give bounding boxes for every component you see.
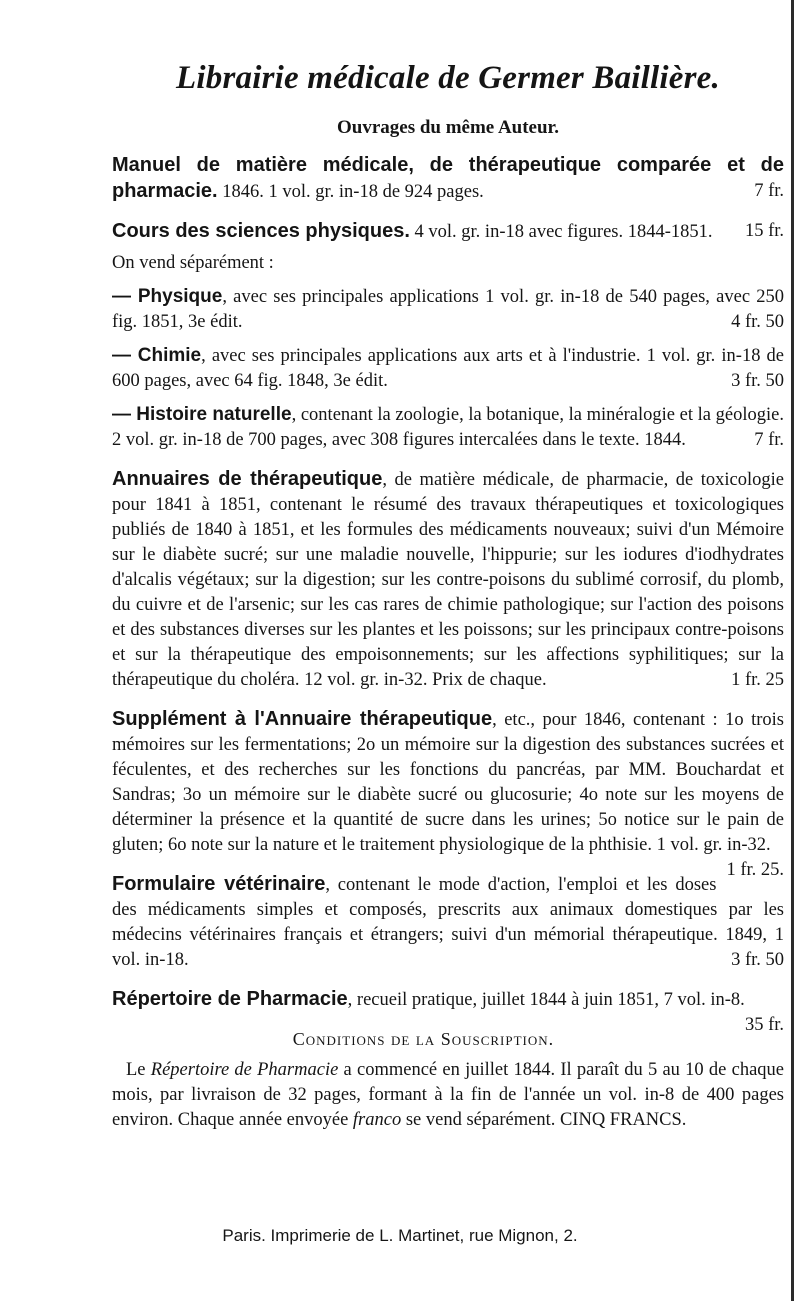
catalog-entry-annuaires (112, 467, 784, 693)
entry-price: 3 fr. 50 (731, 950, 784, 970)
printer-imprint: Paris. Imprimerie de L. Martinet, rue Mignon, 2. (222, 1226, 578, 1245)
subentry-price: 4 fr. 50 (731, 312, 784, 332)
entry-price: 1 fr. 25 (731, 670, 784, 690)
journal-title: Répertoire de Pharmacie (150, 1060, 339, 1080)
catalog-entry-supplement (112, 707, 784, 880)
entry-title: Annuaires de thérapeutique (112, 468, 383, 490)
subentry-price: 3 fr. 50 (731, 371, 784, 391)
catalog-entry-repertoire (112, 987, 784, 1035)
catalog-entry-cours (112, 219, 784, 245)
entry-title: Répertoire de Pharmacie (112, 988, 348, 1010)
publisher-header: Librairie médicale de Germer Baillière. (176, 60, 720, 96)
subentry-title: — Chimie (112, 345, 202, 366)
entry-price: 7 fr. (754, 181, 784, 201)
conditions-body: a commencé en juillet 1844. Il paraît du 5 au 10 de chaque mois, par livraison de 32 pages, formant à la fin de l'année un vol. in-8 de 400 pages environ. Chaque année envoyée (112, 1060, 784, 1130)
entry-title: Supplément à l'Annuaire thérapeutique (112, 708, 493, 730)
page-edge-rule (791, 0, 794, 1301)
entry-text: 1846. 1 vol. gr. in-18 de 924 pages. (222, 182, 484, 202)
entry-text: , recueil pratique, juillet 1844 à juin 1851, 7 vol. in-8. (347, 990, 745, 1010)
subentry-title: — Physique (112, 286, 223, 307)
subentry-title: — Histoire naturelle (112, 404, 292, 425)
entry-price: 35 fr. (744, 1015, 784, 1035)
entry-price: 1 fr. 25. (726, 860, 784, 880)
entry-text: , etc., pour 1846, contenant : 1o trois mémoires sur les fermentations; 2o un mémoire sur la digestion des substances sucrées et féculentes, et des recherches sur les fonctions du pancréas, par MM. Bouchardat et Sandras; 3o un mémoire sur le diabète sucré ou glucosurie; 4o note sur les moyens de déterminer la présence et la quantité de sucre dans les urines; 5o notice sur le pain de gluten; 6o note sur la nature et le traitement physiologique de la phthisie. 1 vol. gr. in-32. (112, 710, 784, 855)
catalog-entry-formulaire (112, 872, 784, 973)
subentry-text: , avec ses principales applications aux arts et à l'industrie. 1 vol. gr. in-18 de 600 pages, avec 64 fig. 1848, 3e édit. (112, 346, 785, 391)
sold-separately-label: On vend séparément : (112, 253, 274, 273)
franco-term: franco (352, 1110, 402, 1130)
conditions-paragraph (112, 1058, 784, 1133)
subentry-text: , contenant la zoologie, la botanique, la minéralogie et la géologie. 2 vol. gr. in-18 de 700 pages, avec 308 figures intercalées dans le texte. 1844. (112, 405, 784, 450)
entry-title: Manuel de matière médicale, de thérapeutique comparée et de pharmacie. (112, 154, 784, 202)
entry-price: 15 fr. (744, 221, 784, 241)
section-heading: Ouvrages du même Auteur. (336, 117, 560, 138)
catalog-entry-manuel (112, 153, 784, 205)
subentry-text: , avec ses principales applications 1 vol. gr. in-18 de 540 pages, avec 250 fig. 1851, 3e édit. (112, 287, 784, 332)
subentry-histoire-naturelle (112, 402, 784, 453)
page-content (112, 60, 784, 1133)
conditions-tail: se vend séparément. CINQ FRANCS. (401, 1110, 687, 1130)
entry-title: Cours des sciences physiques. (112, 220, 410, 242)
subentry-price: 7 fr. (754, 430, 784, 450)
entry-text: , de matière médicale, de pharmacie, de toxicologie pour 1841 à 1851, contenant le résumé des travaux thérapeutiques et toxicologiques publiés de 1840 à 1851, et les formules des médicaments nouveaux; suivi d'un Mémoire sur le diabète sucré; sur une maladie nouvelle, l'hippurie; sur les iodures d'iodhydrates d'alcalis végétaux; sur la digestion; sur les contre-poisons du sublimé corrosif, du plomb, du cuivre et de l'arsenic; sur les cas rares de chimie pathologique; sur l'action des poisons et des substances diverses sur les plantes et les poissons; sur les principaux contre-poisons et sur la thérapeutique des empoisonnements; sur les affections syphilitiques; sur la thérapeutique du choléra. 12 vol. gr. in-32. Prix de chaque. (112, 470, 784, 690)
conditions-heading: Conditions de la Souscription. (292, 1029, 555, 1049)
entry-title: Formulaire vétérinaire (112, 873, 326, 895)
conditions-lead: Le (126, 1060, 151, 1080)
subentry-physique (112, 284, 784, 335)
subentry-chimie (112, 343, 784, 394)
entry-text: , contenant le mode d'action, l'emploi et les doses des médicaments simples et composés, prescrits aux animaux domestiques par les médecins vétérinaires français et étrangers; suivi d'un mémorial thérapeutique. 1849, 1 vol. in-18. (112, 875, 784, 970)
entry-text: 4 vol. gr. in-18 avec figures. 1844-1851. (414, 222, 713, 242)
